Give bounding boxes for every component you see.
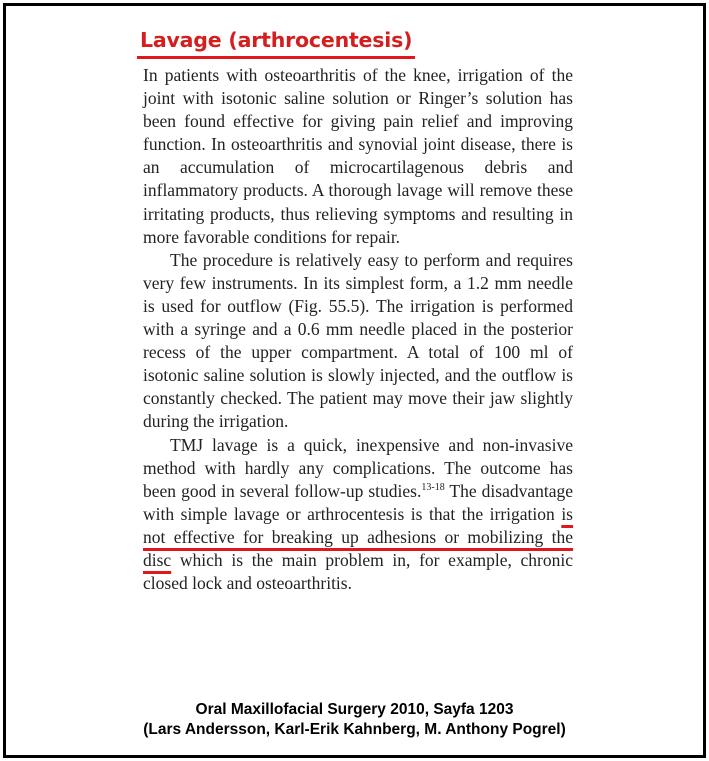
section-heading: Lavage (arthrocentesis)	[140, 28, 413, 52]
heading-underline	[137, 56, 415, 59]
source-caption-line-1: Oral Maxillofacial Surgery 2010, Sayfa 1203	[195, 701, 514, 718]
paragraph-3-text-a: TMJ lavage is a quick, inexpensive and non-invasive method with hardly any complications. The outcome has been good in several follow-up studies.	[143, 434, 573, 501]
paragraph-3	[143, 434, 573, 596]
paragraph-1: In patients with osteoarthritis of the knee, irrigation of the joint with isotonic saline solution or Ringer’s solution has been found effective for giving pain relief and improving function. In osteoarthritis and synovial joint disease, there is an accumulation of microcartilagenous debris and inflammatory products. A thorough lavage will remove these irritating products, thus relieving symptoms and resulting in more favorable conditions for repair.	[143, 65, 573, 247]
citation-superscript: 13-18	[421, 481, 445, 493]
underlined-highlight: is not effective for breaking up adhesions or mobilizing the disc	[143, 503, 573, 570]
source-caption-line-2: (Lars Andersson, Karl-Erik Kahnberg, M. Anthony Pogrel)	[143, 721, 566, 738]
paragraph-3-text-c: which is the main problem in, for example, chronic closed lock and osteoarthritis.	[143, 549, 573, 594]
paragraph-3-text-b: The disadvantage with simple lavage or arthrocentesis is that the irrigation	[143, 480, 574, 524]
body-text	[143, 64, 573, 595]
paragraph-2: The procedure is relatively easy to perform and requires very few instruments. In its simplest form, a 1.2 mm needle is used for outflow (Fig. 55.5). The irrigation is performed with a syringe and a 0.6 mm needle placed in the posterior recess of the upper compartment. A total of 100 ml of isotonic saline solution is slowly injected, and the outflow is constantly checked. The patient may move their jaw slightly during the irrigation.	[143, 249, 573, 432]
